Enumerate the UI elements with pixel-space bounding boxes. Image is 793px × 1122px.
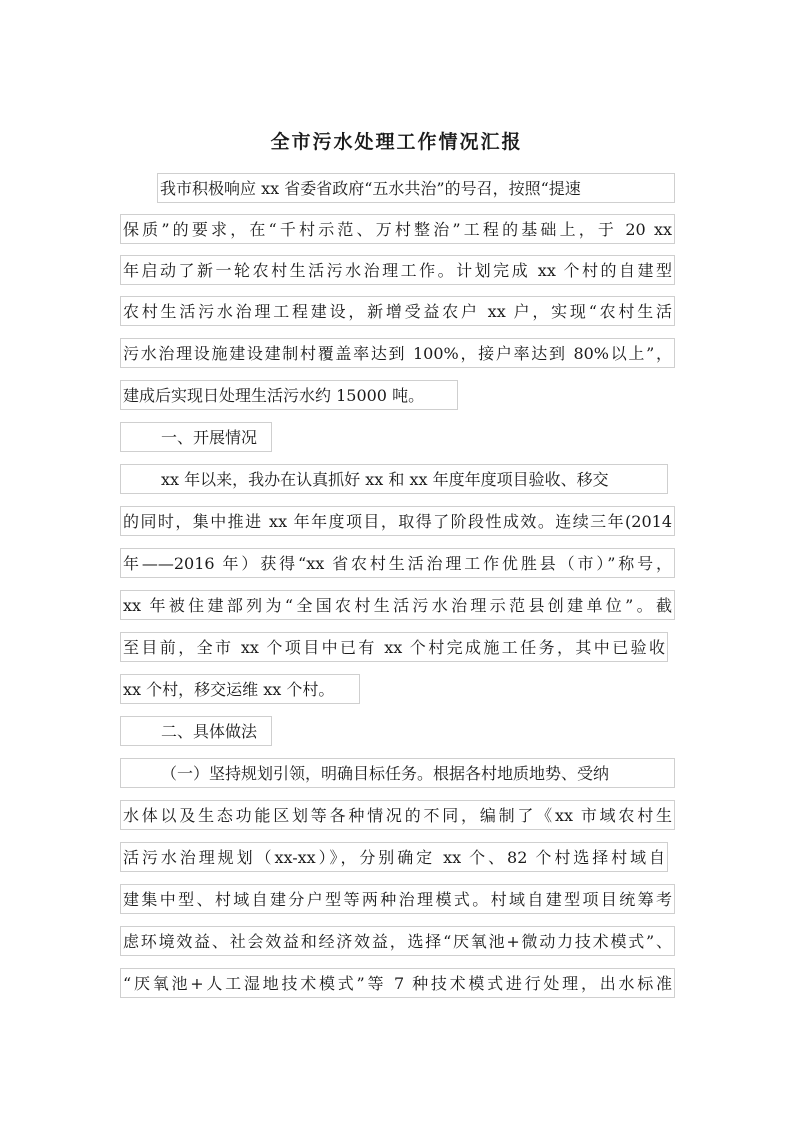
- text-line: 至目前，全市 xx 个项目中已有 xx 个村完成施工任务，其中已验收: [120, 632, 668, 662]
- text-line: 年——2016 年）获得“xx 省农村生活治理工作优胜县（市）”称号，: [120, 548, 675, 578]
- text-line: xx 年以来，我办在认真抓好 xx 和 xx 年度年度项目验收、移交: [120, 464, 668, 494]
- document-title: 全市污水处理工作情况汇报: [270, 131, 523, 153]
- text-line: （一）坚持规划引领，明确目标任务。根据各村地质地势、受纳: [120, 758, 675, 788]
- text-line: 污水治理设施建设建制村覆盖率达到 100%，接户率达到 80%以上”，: [120, 338, 675, 368]
- section-heading: 一、开展情况: [120, 422, 272, 452]
- text-line: 建成后实现日处理生活污水约 15000 吨。: [120, 380, 458, 410]
- text-line: 水体以及生态功能区划等各种情况的不同，编制了《xx 市域农村生: [120, 800, 675, 830]
- text-line: “厌氧池+人工湿地技术模式”等 7 种技术模式进行处理，出水标准: [120, 968, 675, 998]
- text-line: xx 年被住建部列为“全国农村生活污水治理示范县创建单位”。截: [120, 590, 675, 620]
- text-line: 年启动了新一轮农村生活污水治理工作。计划完成 xx 个村的自建型: [120, 255, 675, 285]
- text-line: 我市积极响应 xx 省委省政府“五水共治”的号召，按照“提速: [157, 173, 675, 203]
- text-line: 保质”的要求，在“千村示范、万村整治”工程的基础上，于 20 xx: [120, 214, 675, 244]
- text-line: 的同时，集中推进 xx 年年度项目，取得了阶段性成效。连续三年(2014: [120, 506, 675, 536]
- text-line: 农村生活污水治理工程建设，新增受益农户 xx 户，实现“农村生活: [120, 296, 675, 326]
- section-heading: 二、具体做法: [120, 716, 272, 746]
- text-line: 虑环境效益、社会效益和经济效益，选择“厌氧池+微动力技术模式”、: [120, 926, 675, 956]
- text-line: 活污水治理规划（xx-xx）》，分别确定 xx 个、82 个村选择村域自: [120, 842, 668, 872]
- text-line: 建集中型、村域自建分户型等两种治理模式。村域自建型项目统筹考: [120, 884, 675, 914]
- text-line: xx 个村，移交运维 xx 个村。: [120, 674, 360, 704]
